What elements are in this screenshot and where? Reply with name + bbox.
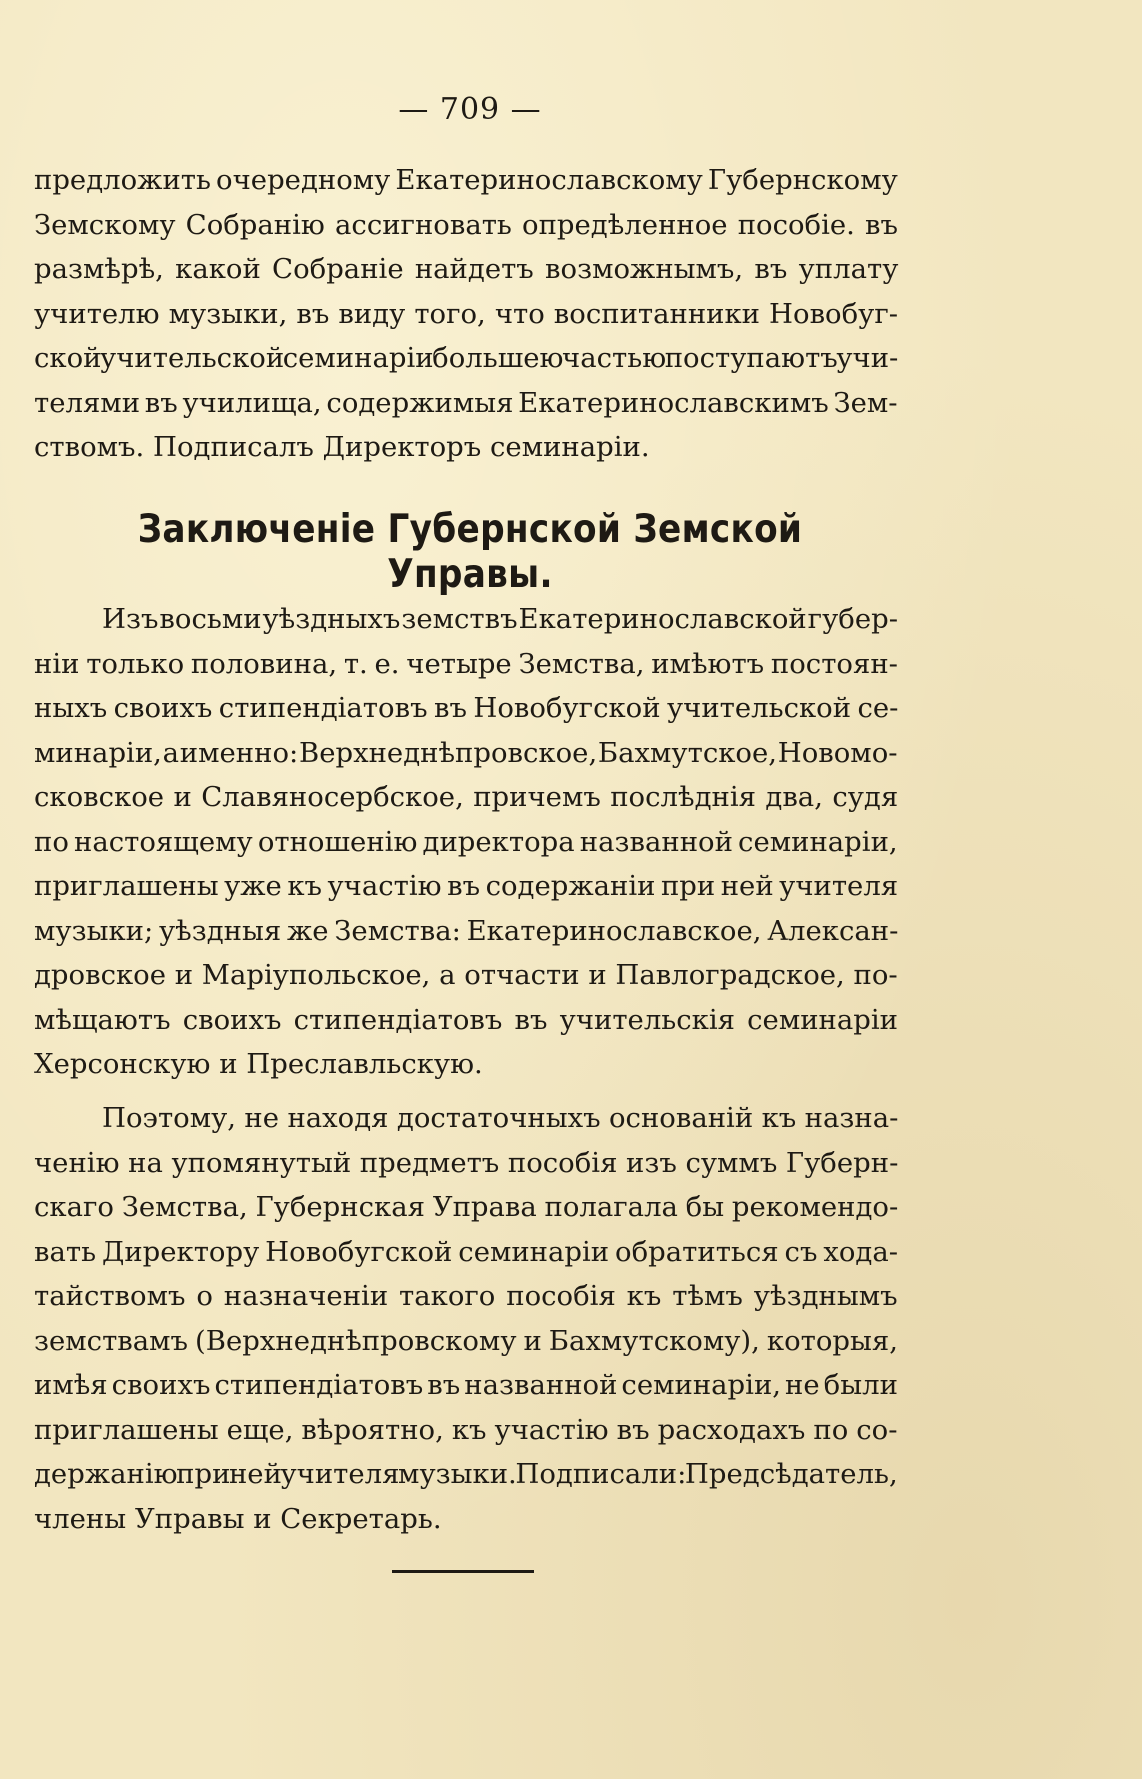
text-line: скаго Земства, Губернская Управа полагала бы рекомендо- bbox=[34, 1191, 899, 1223]
text-line: предложить очередному Екатеринославскому Губернскому bbox=[34, 164, 898, 196]
text-line: тайствомъ о назначеніи такого пособія къ тѣмъ уѣзднымъ bbox=[34, 1280, 898, 1312]
text-line: вать Директору Новобугской семинаріи обратиться съ хода- bbox=[34, 1235, 899, 1268]
text-line: Херсонскую и Преславльскую. bbox=[34, 1048, 483, 1080]
section-heading: Заключеніе Губернской Земской Управы. bbox=[137, 507, 803, 597]
closing-rule bbox=[392, 1570, 534, 1573]
text-line: Поэтому, не находя достаточныхъ основаній къ назна- bbox=[102, 1102, 899, 1134]
paragraph-2 bbox=[34, 597, 898, 1087]
paragraph-1 bbox=[34, 158, 898, 470]
text-line: ствомъ. Подписалъ Директоръ семинаріи. bbox=[34, 431, 650, 463]
text-line: имѣя своихъ стипендіатовъ въ названной семинаріи, не были bbox=[34, 1369, 898, 1401]
text-line: по настоящему отношенію директора названной семинаріи, bbox=[34, 825, 898, 858]
text-line: Земскому Собранію ассигновать опредѣленное пособіе. въ bbox=[34, 208, 899, 241]
text-line: учителю музыки, въ виду того, что воспитанники Новобуг- bbox=[34, 297, 899, 330]
text-line: телями въ училища, содержимыя Екатеринославскимъ Зем- bbox=[34, 386, 898, 419]
text-line: держанію при ней учителя музыки. Подписали: Предсѣдатель, bbox=[34, 1458, 898, 1490]
text-line: музыки; уѣздныя же Земства: Екатеринославское, Алексан- bbox=[34, 914, 899, 947]
text-line: дровское и Маріупольское, а отчасти и Павлоградское, по- bbox=[34, 959, 898, 991]
text-line: члены Управы и Секретарь. bbox=[34, 1502, 442, 1535]
text-line: ченію на упомянутый предметъ пособія изъ суммъ Губерн- bbox=[34, 1146, 899, 1179]
text-line: ныхъ своихъ стипендіатовъ въ Новобугской учительской се- bbox=[34, 692, 899, 724]
page-number: — 709 — bbox=[398, 92, 542, 127]
text-line: мѣщаютъ своихъ стипендіатовъ въ учительскія семинаріи bbox=[34, 1003, 898, 1036]
text-line: минаріи, а именно: Верхнеднѣпровское, Бахмутское, Новомо- bbox=[34, 736, 898, 769]
text-line: ніи только половина, т. е. четыре Земства, имѣютъ постоян- bbox=[34, 647, 898, 680]
text-line: земствамъ (Верхнеднѣпровскому и Бахмутскому), которыя, bbox=[34, 1324, 898, 1357]
text-line: размѣрѣ, какой Собраніе найдетъ возможнымъ, въ уплату bbox=[34, 253, 899, 285]
text-line: приглашены еще, вѣроятно, къ участію въ расходахъ по со- bbox=[34, 1413, 898, 1446]
text-line: приглашены уже къ участію въ содержаніи при ней учителя bbox=[34, 870, 899, 902]
text-line: Изъ восьми уѣздныхъ земствъ Екатеринославской губер- bbox=[102, 603, 898, 635]
text-line: ской учительской семинаріи большею частью поступаютъ учи- bbox=[34, 342, 899, 374]
text-line: сковское и Славяносербское, причемъ послѣднія два, судя bbox=[34, 781, 899, 813]
paragraph-3 bbox=[34, 1096, 898, 1541]
